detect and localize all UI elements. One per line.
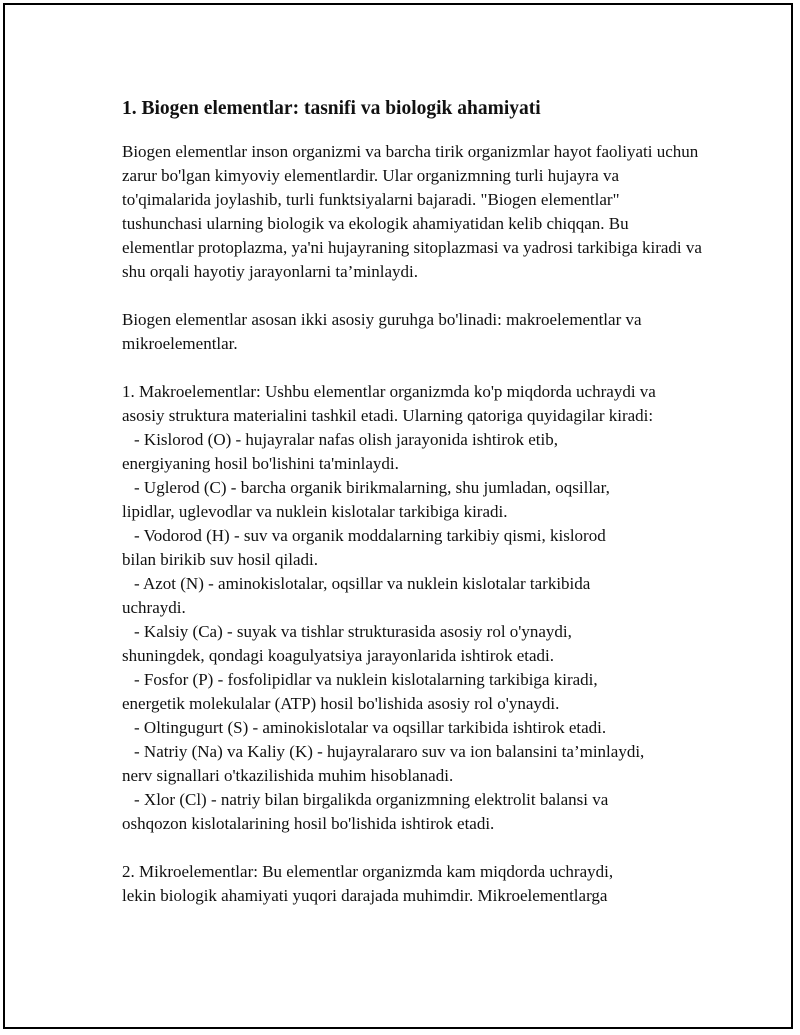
list-item-line: energiyaning hosil bo'lishini ta'minlaydi. [122,454,399,473]
list-item-line: shuningdek, qondagi koagulyatsiya jarayonlarida ishtirok etadi. [122,646,554,665]
list-item [122,740,702,788]
list-item [122,668,702,716]
list-item [122,620,702,668]
list-item [122,572,702,620]
list-item [122,428,702,476]
list-item-line: - Xlor (Cl) - natriy bilan birgalikda organizmning elektrolit balansi va [134,790,609,809]
section-heading: 1. Biogen elementlar: tasnifi va biologik ahamiyati [122,98,541,119]
list-item-line: - Vodorod (H) - suv va organik moddalarning tarkibiy qismi, kislorod [134,526,606,545]
list-item-line: - Azot (N) - aminokislotalar, oqsillar va nuklein kislotalar tarkibida [134,574,591,593]
list-item-line: oshqozon kislotalarining hosil bo'lishida ishtirok etadi. [122,814,495,833]
list-item-line: nerv signallari o'tkazilishida muhim hisoblanadi. [122,766,454,785]
list-item-line: - Oltingugurt (S) - aminokislotalar va oqsillar tarkibida ishtirok etadi. [134,718,607,737]
macroelements-intro: 1. Makroelementlar: Ushbu elementlar organizmda ko'p miqdorda uchraydi va asosiy struktura materialini tashkil etadi. Ularning qatoriga quyidagilar kiradi: [122,382,656,425]
list-item-line: - Natriy (Na) va Kaliy (K) - hujayralararo suv va ion balansini ta’minlaydi, [134,742,645,761]
list-item-line: uchraydi. [122,598,186,617]
document-content [122,97,702,908]
list-item-line: - Kislorod (O) - hujayralar nafas olish jarayonida ishtirok etib, [134,430,558,449]
list-item-line: energetik molekulalar (ATP) hosil bo'lishida asosiy rol o'ynaydi. [122,694,560,713]
microelements-intro-line: 2. Mikroelementlar: Bu elementlar organizmda kam miqdorda uchraydi, [122,862,614,881]
list-item [122,476,702,524]
intro-paragraph: Biogen elementlar inson organizmi va barcha tirik organizmlar hayot faoliyati uchun zarur bo'lgan kimyoviy elementlardir. Ular organizmning turli hujayra va to'qimalarida joylashib, turli funktsiyalarni bajaradi. "Biogen elementlar" tushunchasi ularning biologik va ekologik ahamiyatidan kelib chiqqan. Bu elementlar protoplazma, ya'ni hujayraning sitoplazmasi va yadrosi tarkibiga kiradi va shu orqali hayotiy jarayonlarni ta’minlaydi. [122,142,702,281]
list-item-line: - Uglerod (C) - barcha organik birikmalarning, shu jumladan, oqsillar, [134,478,610,497]
list-item-line: lipidlar, uglevodlar va nuklein kislotalar tarkibiga kiradi. [122,502,508,521]
document-page [3,3,793,1029]
microelements-intro-line: lekin biologik ahamiyati yuqori darajada muhimdir. Mikroelementlarga [122,886,608,905]
paragraph-spacer [122,836,702,860]
list-item [122,788,702,836]
list-item [122,524,702,572]
list-item-line: - Fosfor (P) - fosfolipidlar va nuklein kislotalarning tarkibiga kiradi, [134,670,598,689]
list-item-line: - Kalsiy (Ca) - suyak va tishlar strukturasida asosiy rol o'ynaydi, [134,622,572,641]
macroelements-list [122,428,702,836]
list-item [122,716,702,740]
macroelements-section [122,380,702,836]
classification-paragraph: Biogen elementlar asosan ikki asosiy guruhga bo'linadi: makroelementlar va mikroelementlar. [122,310,642,353]
microelements-section [122,860,702,908]
list-item-line: bilan birikib suv hosil qiladi. [122,550,318,569]
